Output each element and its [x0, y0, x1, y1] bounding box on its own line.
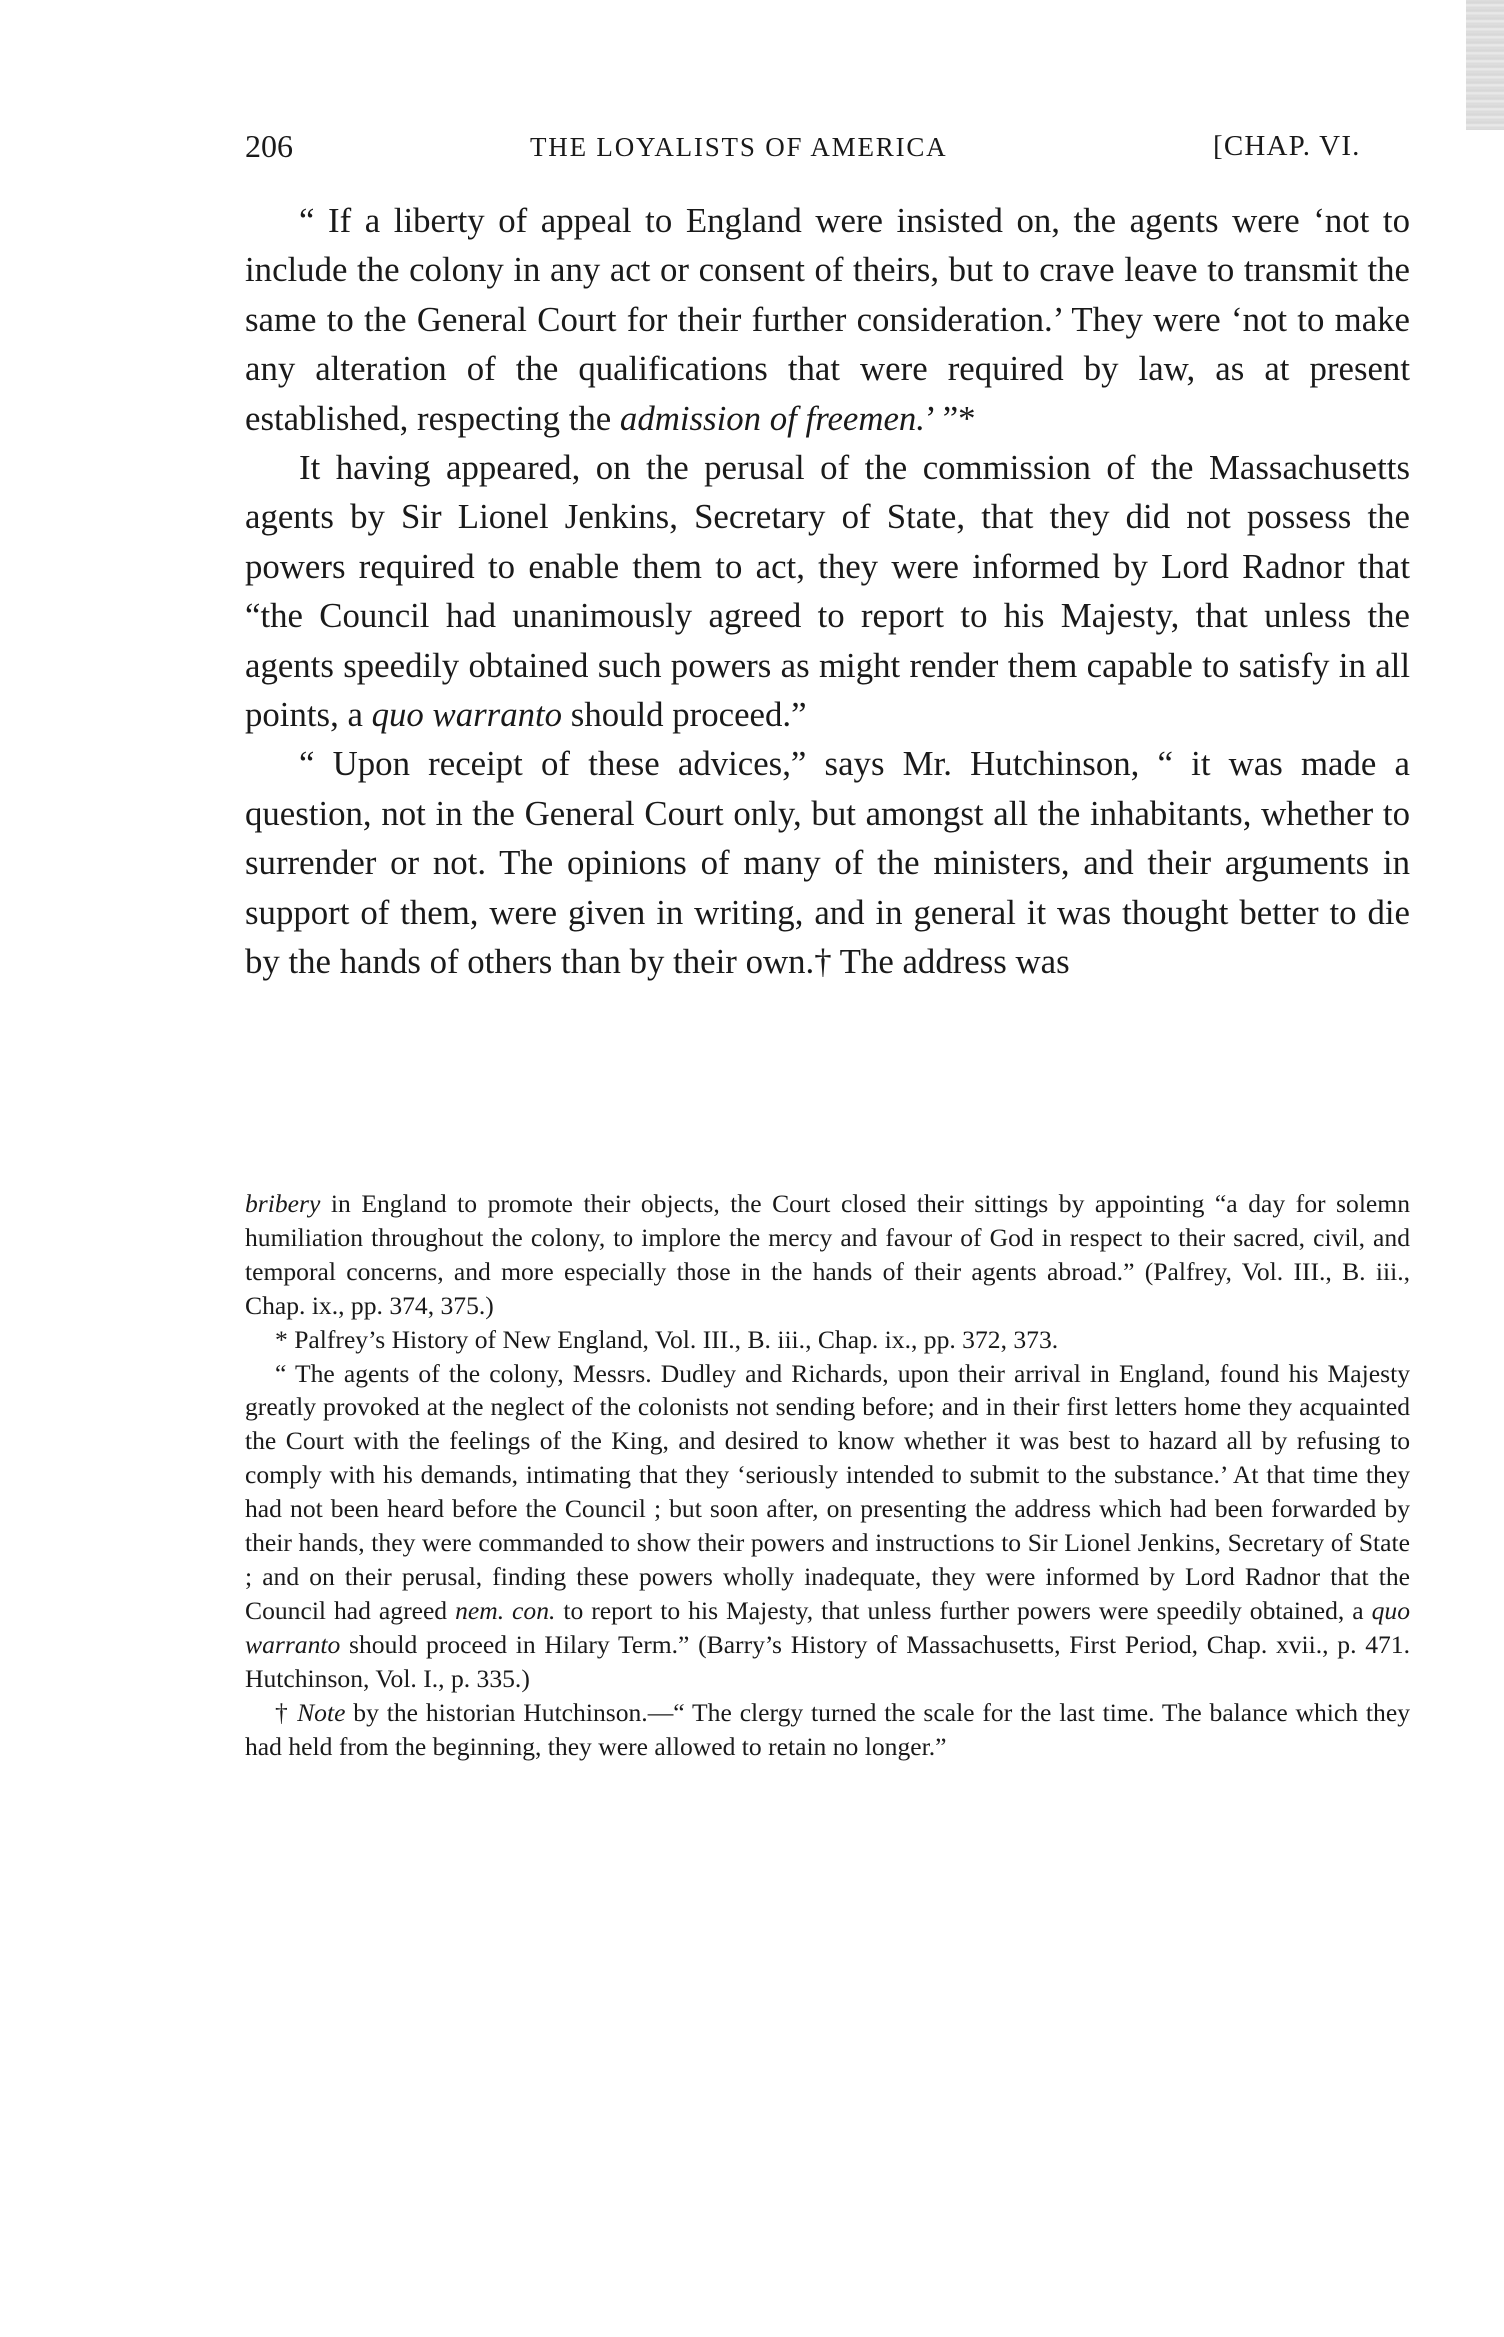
text-run: “ If a liberty of appeal to England were insisted on, the agents were ‘not to include the colony in any act or consent of theirs, but to crave leave to transmit the same to the General Court for their further consideration.’ They were ‘not to make any alteration of the qualifications that were required by law, as at present established, respecting the [245, 201, 1410, 438]
main-text [245, 196, 1410, 987]
paragraph-appeal-quote [245, 196, 1410, 443]
text-run: should proceed in Hilary Term.” (Barry’s History of Massachusetts, First Period, Chap. xvii., p. 471. Hutchinson, Vol. I., p. 335.) [245, 1629, 1410, 1693]
paragraph-hutchinson: “ Upon receipt of these advices,” says Mr. Hutchinson, “ it was made a question, not in the General Court only, but amongst all the inhabitants, whether to surrender or not. The opinions of many of the ministers, and their arguments in support of them, were given in writing, and in general it was thought better to die by the hands of others than by their own.† The address was [245, 744, 1410, 982]
text-run: It having appeared, on the perusal of the commission of the Massachusetts agents by Sir Lionel Jenkins, Secretary of State, that they did not possess the powers required to enable them to act, they were informed by Lord Radnor that “the Council had unanimously agreed to report to his Majesty, that unless the agents speedily obtained such powers as might render them capable to satisfy in all points, a [245, 448, 1410, 735]
running-head [245, 128, 1410, 174]
footnote-dagger [245, 1696, 1410, 1764]
footnotes [245, 1187, 1410, 1763]
italic-text: quo warranto [371, 695, 563, 735]
page-number: 206 [245, 128, 293, 164]
dagger-mark: † [275, 1697, 298, 1727]
text-run: should proceed.” [562, 695, 807, 735]
text-run: ’ ”* [925, 398, 976, 438]
italic-text: Note [297, 1697, 346, 1727]
running-title: THE LOYALISTS OF AMERICA [530, 132, 948, 162]
italic-text: quo warranto [245, 1595, 1410, 1659]
text-run: “ The agents of the colony, Messrs. Dudley and Richards, upon their arrival in England, found his Majesty greatly provoked at the neglect of the colonists not sending before; and in their first letters home they acquainted the Court with the feelings of the King, and desired to know whether it was best to hazard all by refusing to comply with his demands, intimating that they ‘seriously intended to submit to the substance.’ At that time they had not been heard before the Council ; but soon after, on presenting the address which had been forwarded by their hands, they were commanded to show their powers and instructions to Sir Lionel Jenkins, Secretary of State ; and on their perusal, finding these powers wholly inadequate, they were informed by Lord Radnor that the Council had agreed [245, 1358, 1410, 1625]
scan-edge-artifact [1466, 0, 1504, 130]
chapter-label: [CHAP. VI. [1213, 130, 1361, 162]
text-run: by the historian Hutchinson.—“ The clergy turned the scale for the last time. The balance which they had held from the beginning, they were allowed to retain no longer.” [245, 1697, 1410, 1761]
italic-text: nem. con. [455, 1595, 556, 1625]
italic-text: admission of freemen. [619, 398, 926, 438]
text-run: in England to promote their objects, the Court closed their sittings by appointing “a day for solemn humiliation throughout the colony, to implore the mercy and favour of God in respect to their sacred, civil, and temporal concerns, and more especially those in the hands of their agents abroad.” (Palfrey, Vol. III., B. iii., Chap. ix., pp. 374, 375.) [245, 1189, 1410, 1320]
italic-text: bribery [245, 1189, 321, 1218]
footnote-asterisk: * Palfrey’s History of New England, Vol. III., B. iii., Chap. ix., pp. 372, 373. [275, 1324, 1059, 1354]
footnote-agents [245, 1357, 1410, 1696]
text-run: to report to his Majesty, that unless further powers were speedily obtained, a [555, 1595, 1372, 1625]
footnote-continued [245, 1187, 1410, 1323]
paragraph-commission [245, 443, 1410, 739]
